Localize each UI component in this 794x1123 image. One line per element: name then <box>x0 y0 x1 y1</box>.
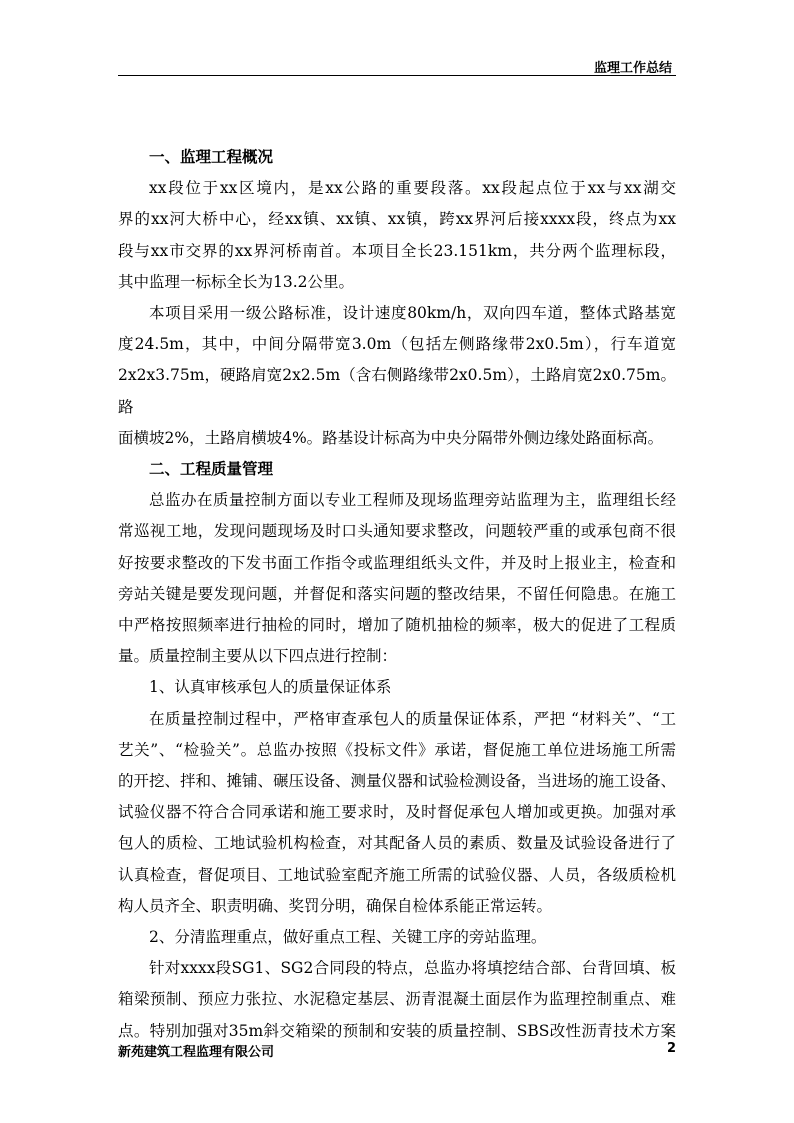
subheading-1: 1、认真审核承包人的质量保证体系 <box>149 678 392 697</box>
text-line: 量。质量控制主要从以下四点进行控制： <box>118 647 398 666</box>
text-line: 构人员齐全、职责明确、奖罚分明，确保自检体系能正常运转。 <box>118 896 553 915</box>
subheading-2: 2、分清监理重点，做好重点工程、关键工序的旁站监理。 <box>149 928 547 947</box>
header-title: 监理工作总结 <box>593 61 672 76</box>
text-line: 中严格按照频率进行抽检的同时，增加了随机抽检的频率，极大的促进了工程质 <box>118 616 676 635</box>
text-line: 认真检查，督促项目、工地试验室配齐施工所需的试验仪器、人员，各级质检机 <box>118 865 676 884</box>
document-body <box>118 142 676 1047</box>
text-line: 箱梁预制、预应力张拉、水泥稳定基层、沥青混凝土面层作为监理控制重点、难 <box>118 990 676 1009</box>
text-line: 旁站关键是要发现问题，并督促和落实问题的整改结果，不留任何隐患。在施工 <box>118 584 676 603</box>
text-line: 其中监理一标标全长为13.2公里。 <box>118 272 355 291</box>
footer-company: 新苑建筑工程监理有限公司 <box>118 1045 275 1060</box>
text-line: 艺关”、“检验关”。总监办按照《投标文件》承诺，督促施工单位进场施工所需 <box>118 740 676 759</box>
text-line: 总监办在质量控制方面以专业工程师及现场监理旁站监理为主，监理组长经 <box>149 491 676 510</box>
text-line: 点。特别加强对35m斜交箱梁的预制和安装的质量控制、SBS改性沥青技术方案 <box>118 1021 676 1040</box>
text-line: 试验仪器不符合合同承诺和施工要求时，及时督促承包人增加或更换。加强对承 <box>118 803 676 822</box>
text-line: 包人的质检、工地试验机构检查，对其配备人员的素质、数量及试验设备进行了 <box>118 834 676 853</box>
text-line: 度24.5m，其中，中间分隔带宽3.0m（包括左侧路缘带2x0.5m），行车道宽 <box>118 335 676 354</box>
text-line: 好按要求整改的下发书面工作指令或监理组纸头文件，并及时上报业主，检查和 <box>118 553 676 572</box>
text-line: 段与xx市交界的xx界河桥南首。本项目全长23.151km，共分两个监理标段， <box>118 241 676 260</box>
text-line: 2x2x3.75m，硬路肩宽2x2.5m（含右侧路缘带2x0.5m），土路肩宽2x0.75m。路 <box>118 366 676 416</box>
text-line: 在质量控制过程中，严格审查承包人的质量保证体系，严把 “材料关”、“工 <box>149 709 676 728</box>
text-line: 的开挖、拌和、摊铺、碾压设备、测量仪器和试验检测设备，当进场的施工设备、 <box>118 772 677 791</box>
text-line: 本项目采用一级公路标准，设计速度80km/h，双向四车道，整体式路基宽 <box>149 304 676 323</box>
text-line: 针对xxxx段SG1、SG2合同段的特点，总监办将填挖结合部、台背回填、板 <box>149 959 676 978</box>
text-line: 常巡视工地，发现问题现场及时口头通知要求整改，问题较严重的或承包商不很 <box>118 522 676 541</box>
header-divider <box>118 75 676 76</box>
page-number: 2 <box>666 1041 676 1056</box>
text-line: 面横坡2%，土路肩横坡4%。路基设计标高为中央分隔带外侧边缘处路面标高。 <box>118 428 664 447</box>
text-line: xx段位于xx区境内，是xx公路的重要段落。xx段起点位于xx与xx湖交 <box>149 179 676 198</box>
section-heading-2: 二、工程质量管理 <box>149 460 274 479</box>
text-line: 界的xx河大桥中心，经xx镇、xx镇、xx镇，跨xx界河后接xxxx段，终点为xx <box>118 210 676 229</box>
section-heading-1: 一、监理工程概况 <box>149 148 274 166</box>
